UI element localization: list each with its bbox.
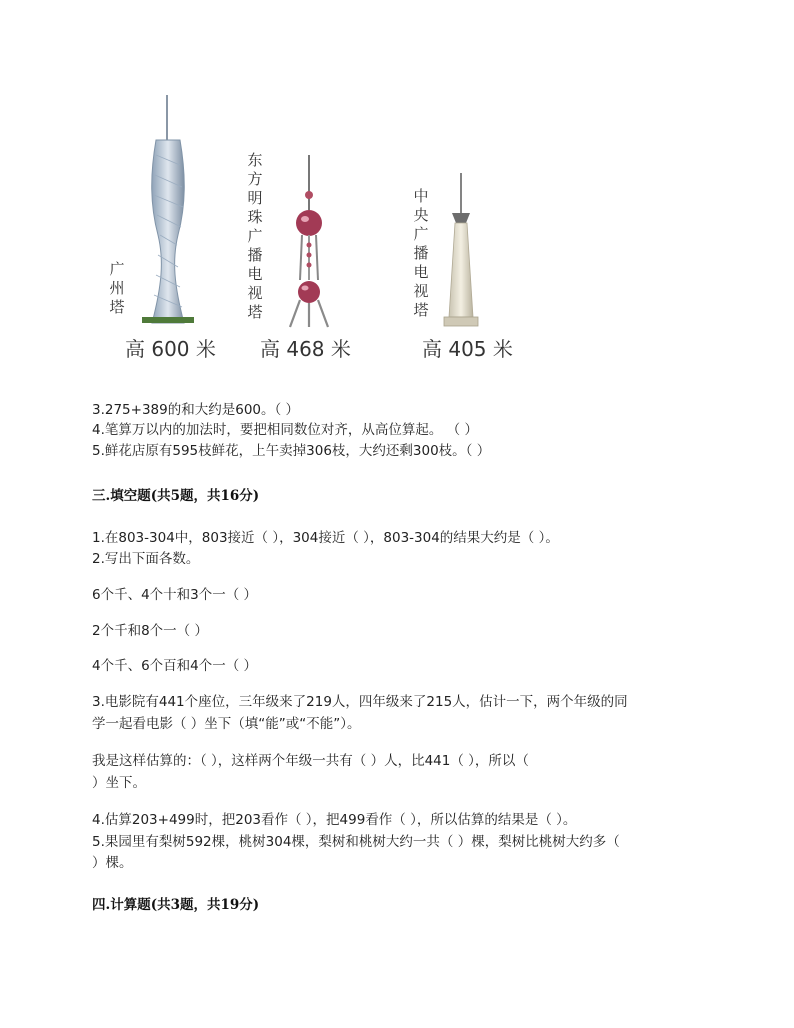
cctv-name-char: 视	[413, 282, 429, 300]
judge-item-4: 4.笔算万以内的加法时，要把相同数位对齐，从高位算起。 （ ）	[92, 422, 478, 438]
towers-figure	[100, 95, 530, 370]
oriental-pearl-tower-height: 高 468 米	[260, 337, 351, 361]
pearl-name-char: 电	[247, 265, 263, 283]
cctv-tower-height: 高 405 米	[422, 337, 513, 361]
section-3-heading: 三.填空题(共5题，共16分)	[92, 488, 260, 504]
canton-name-char: 州	[109, 279, 125, 297]
fill-item-3-line1: 3.电影院有441个座位，三年级来了219人，四年级来了215人，估计一下，两个年级的同	[92, 694, 628, 710]
canton-tower-height: 高 600 米	[125, 337, 216, 361]
fill-item-4: 4.估算203+499时，把203看作（ ），把499看作（ ），所以估算的结果是（ ）。	[92, 812, 577, 828]
fill-item-3-estimate-line1: 我是这样估算的：（ ），这样两个年级一共有（ ）人，比441（ ），所以（	[92, 753, 529, 769]
towers-illustration	[100, 95, 530, 370]
cctv-tower-icon	[444, 173, 478, 326]
pearl-name-char: 明	[247, 189, 263, 207]
cctv-name-char: 广	[413, 225, 429, 243]
fill-item-3-line2: 学一起看电影（ ）坐下（填“能”或“不能”）。	[92, 716, 361, 732]
cctv-name-char: 央	[413, 206, 429, 224]
judge-item-5: 5.鲜花店原有595枝鲜花，上午卖掉306枝，大约还剩300枝。（ ）	[92, 443, 491, 459]
cctv-tower-name	[412, 187, 430, 320]
judge-item-3: 3.275+389的和大约是600。（ ）	[92, 402, 300, 418]
fill-item-2: 2.写出下面各数。	[92, 551, 200, 567]
oriental-pearl-tower-name	[246, 151, 264, 322]
cctv-name-char: 电	[413, 263, 429, 281]
cctv-name-char: 塔	[413, 301, 429, 319]
fill-item-1: 1.在803-304中，803接近（ ），304接近（ ），803-304的结果大约是（ ）。	[92, 530, 559, 546]
canton-tower-name	[108, 260, 126, 317]
fill-item-3-estimate-line2: ）坐下。	[92, 775, 146, 791]
pearl-name-char: 东	[247, 151, 263, 169]
fill-item-2c: 4个千、6个百和4个一（ ）	[92, 658, 258, 674]
canton-name-char: 塔	[109, 298, 125, 316]
pearl-name-char: 方	[247, 170, 263, 188]
pearl-name-char: 珠	[247, 208, 263, 226]
pearl-name-char: 播	[247, 246, 263, 264]
canton-tower-icon	[142, 95, 194, 323]
fill-item-5-line1: 5.果园里有梨树592棵，桃树304棵，梨树和桃树大约一共（ ）棵，梨树比桃树大约多（	[92, 834, 620, 850]
fill-item-2b: 2个千和8个一（ ）	[92, 623, 208, 639]
fill-item-2a: 6个千、4个十和3个一（ ）	[92, 587, 258, 603]
pearl-name-char: 视	[247, 284, 263, 302]
canton-name-char: 广	[109, 260, 125, 278]
pearl-name-char: 广	[247, 227, 263, 245]
oriental-pearl-tower-icon	[290, 155, 328, 327]
fill-item-5-line2: ）棵。	[92, 855, 133, 871]
cctv-name-char: 播	[413, 244, 429, 262]
pearl-name-char: 塔	[247, 303, 263, 321]
section-4-heading: 四.计算题(共3题，共19分)	[92, 897, 260, 913]
cctv-name-char: 中	[413, 187, 429, 205]
